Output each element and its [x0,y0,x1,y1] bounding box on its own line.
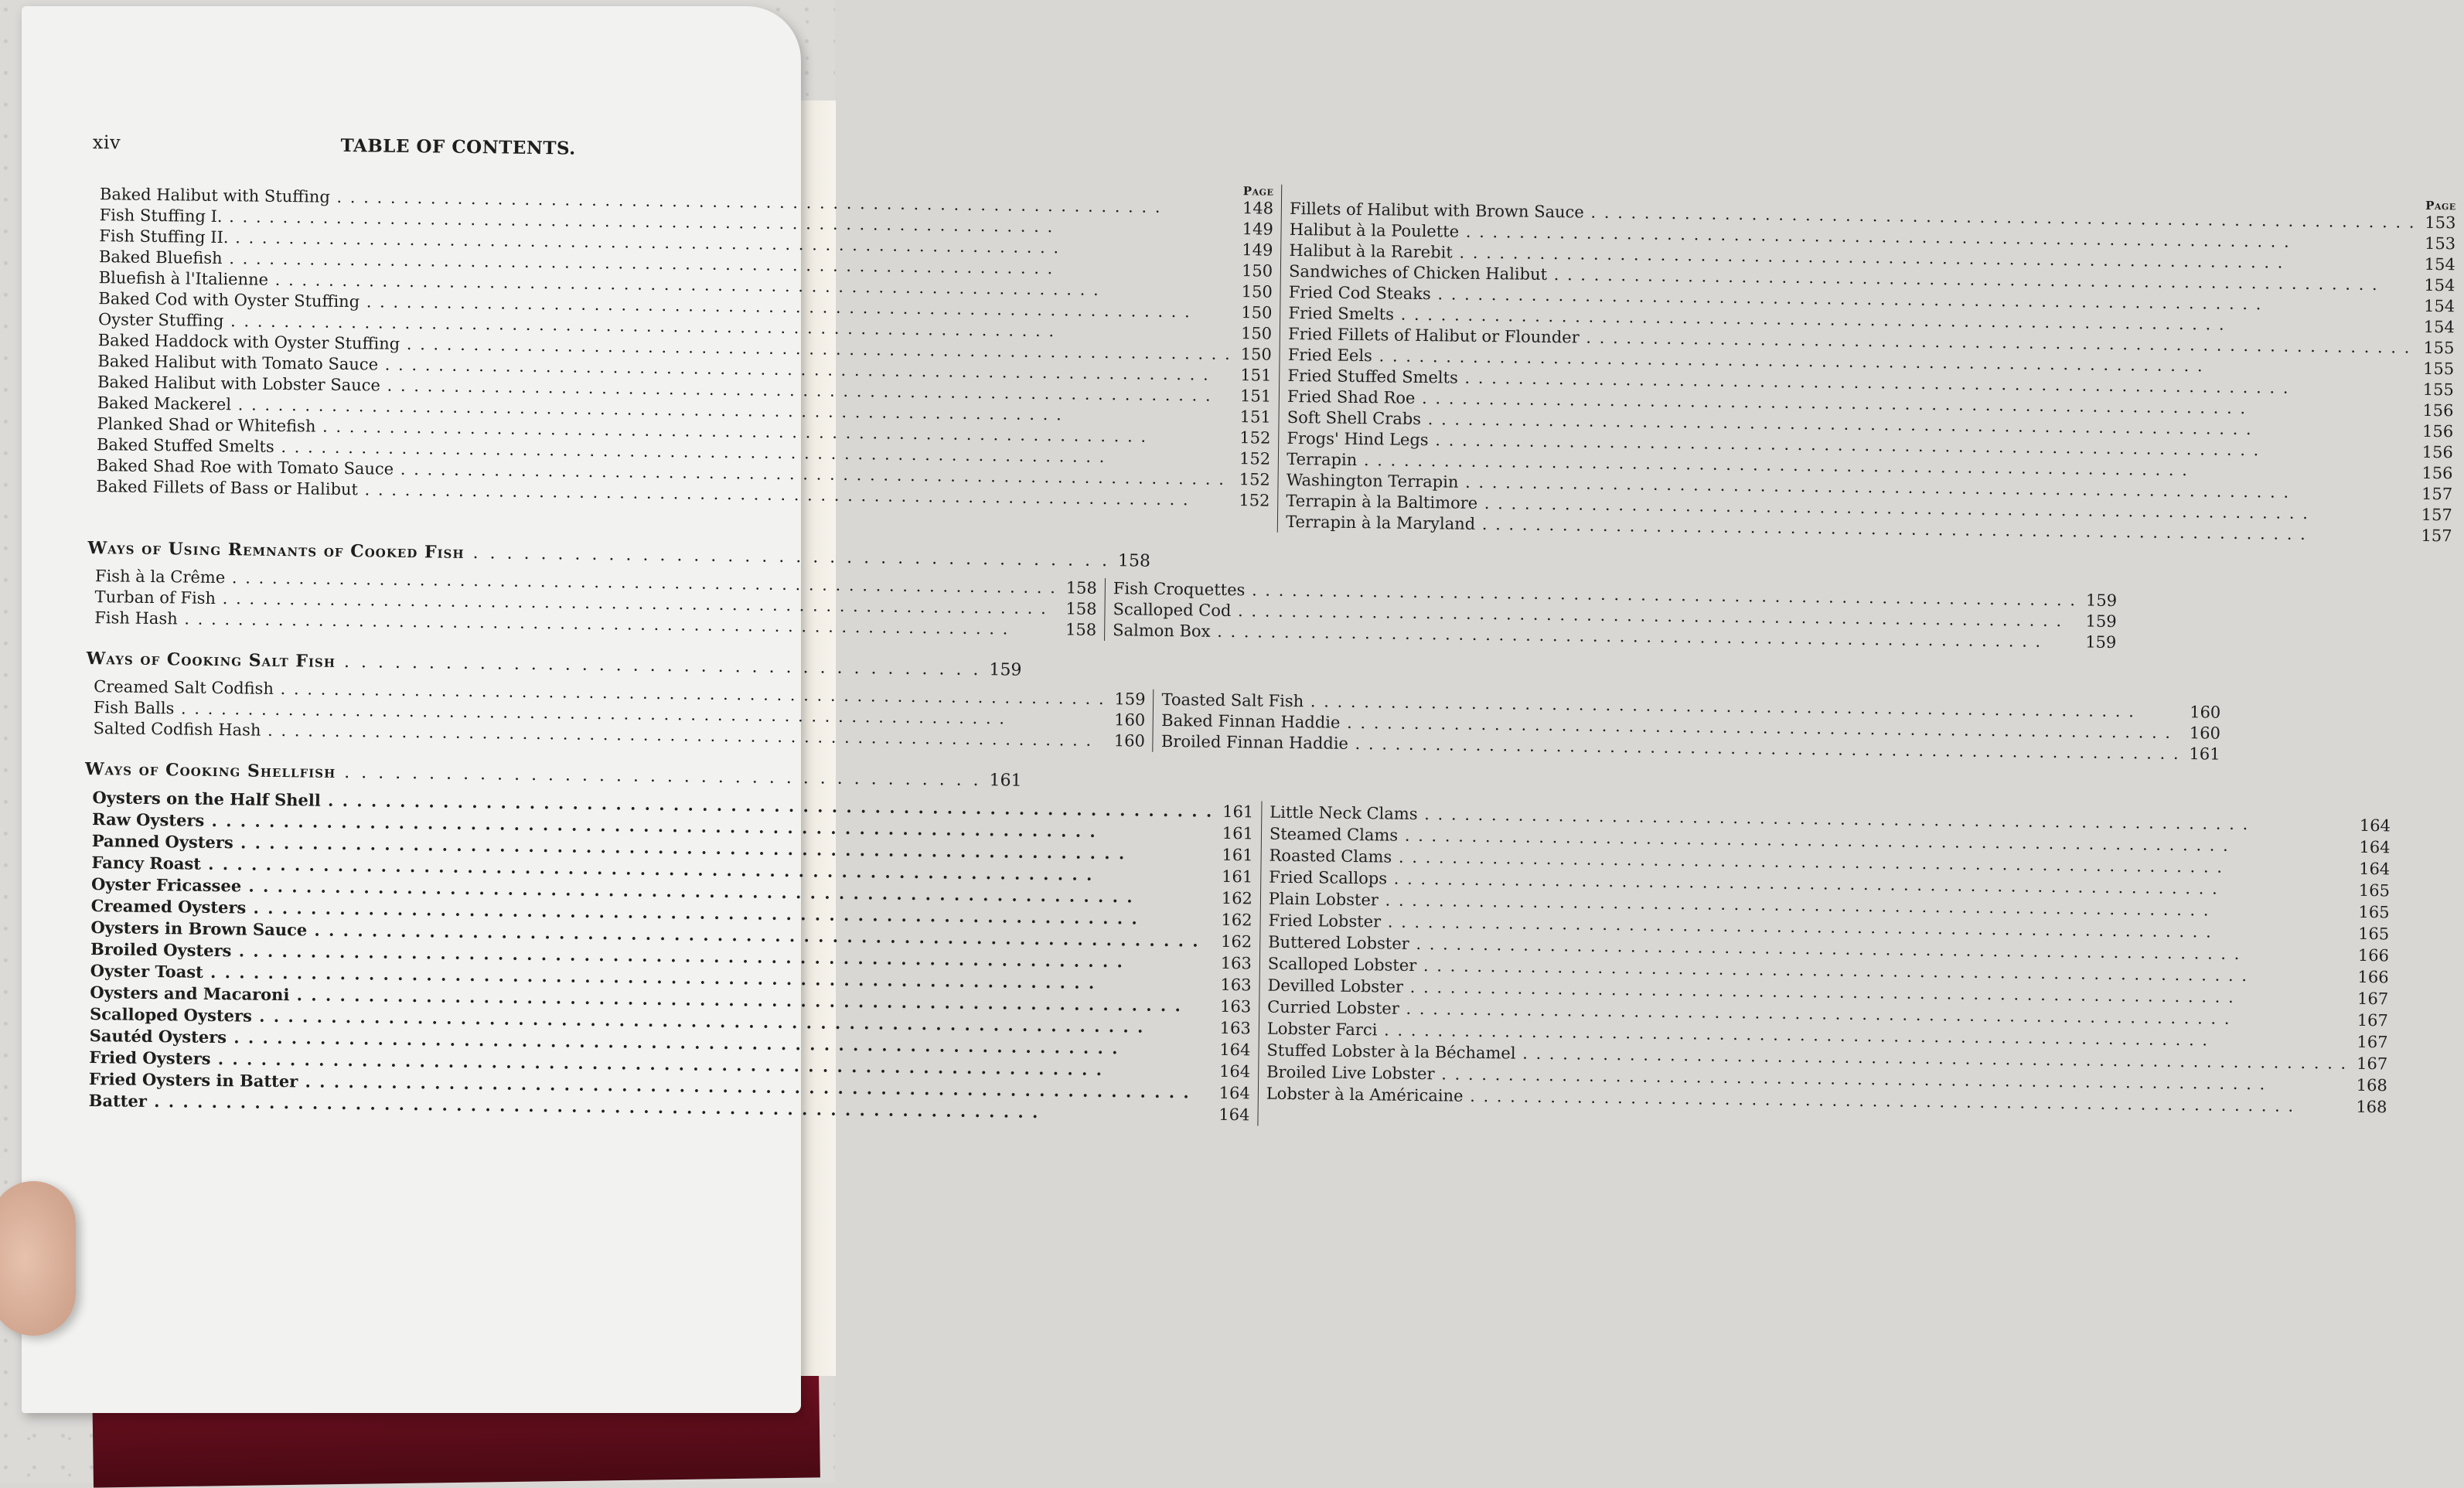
toc-entry-title: Curried Lobster . . . [1267,996,2348,1031]
toc-entry-page: 159 [1114,690,1146,709]
section-title: Ways of Cooking Shellfish . . . [85,759,982,790]
shellfish-right-column [1258,802,2398,1140]
toc-entry-page: 166 [2357,945,2390,965]
toc-entry-title: Salmon Box . . . [1113,620,2076,652]
toc-entry-page: 168 [2356,1097,2387,1117]
toc-entry-title: Toasted Salt Fish . . . [1161,690,2180,723]
toc-entry-title: Oyster Toast . . . [90,960,1212,996]
toc-entry-title: Fried Fillets of Halibut or Flounder . . . [1288,324,2415,359]
toc-entry-page: 161 [1222,802,1254,822]
toc-entry-page: 151 [1239,386,1272,406]
toc-list [93,676,1145,752]
toc-entry-title: Frogs' Hind Legs . . . [1287,428,2413,463]
toc-entry-title: Little Neck Clams . . . [1269,802,2350,836]
toc-entry-title: Oysters in Brown Sauce . . . [90,917,1212,952]
toc-entry-page: 162 [1221,888,1253,908]
toc-entry-page: 150 [1241,282,1273,301]
section-heading-salt-fish [86,648,1022,680]
toc-entry-title: Fancy Roast . . . [91,852,1212,887]
salt-fish-left-column [85,676,1154,752]
toc-entry-title: Fried Shad Roe . . . [1287,386,2414,421]
remnants-block [87,566,2118,652]
toc-entry-page: 165 [2358,902,2390,922]
toc-entry-page: 152 [1239,449,1271,468]
toc-entry-page: 164 [1218,1061,1251,1081]
toc-entry-page: 160 [1113,731,1146,751]
toc-entry-title: Soft Shell Crabs . . . [1287,407,2414,442]
toc-entry-title: Halibut à la Rarebit . . . [1289,240,2415,275]
toc-entry-title: Baked Mackerel . . . [97,393,1231,427]
page-column-label: Page [2425,198,2456,213]
toc-entry-page: 163 [1219,1018,1251,1038]
toc-entry-page: 158 [1065,599,1097,618]
toc-entry-title: Lobster Farci . . . [1267,1018,2348,1053]
toc-entry-page: 151 [1240,366,1272,385]
section-heading-shellfish [84,758,1022,791]
toc-entry-title: Baked Halibut with Stuffing . . . [100,184,1233,219]
toc-entry-page: 160 [1114,710,1146,730]
toc-entry-page: 150 [1241,261,1273,281]
toc-entry-title: Baked Haddock with Oyster Stuffing . . . [98,330,1232,365]
toc-entry-page: 166 [2357,967,2389,987]
toc-entry-page: 148 [1242,199,1274,218]
toc-entry-title: Fish Stuffing I. . . . [100,205,1233,240]
toc-entry-page: 150 [1240,324,1273,343]
toc-entry-title: Fried Smelts . . . [1288,303,2415,338]
toc-entry-page: 157 [2421,526,2452,546]
toc-entry-title: Panned Oysters . . . [92,830,1213,866]
toc-entry-page: 164 [1218,1083,1250,1103]
toc-list [94,566,1097,641]
toc-list [1113,578,2117,653]
remnants-left-column [87,566,1106,641]
toc-entry-page: 155 [2422,359,2455,379]
toc-entry-page: 165 [2358,924,2390,944]
toc-entry-page: 167 [2356,1054,2388,1074]
toc-entry-page: 158 [1065,578,1098,598]
toc-entry-page: 154 [2424,275,2455,295]
toc-entry-page: 149 [1242,240,1273,260]
toc-entry-page: 154 [2423,317,2455,337]
toc-entry-title: Fish Balls . . . [94,697,1106,730]
toc-entry-title: Terrapin à la Baltimore . . . [1286,491,2412,526]
toc-entry-page: 150 [1241,303,1273,322]
toc-entry-title: Baked Finnan Haddie . . . [1161,710,2180,744]
toc-entry-title: Fried Lobster . . . [1268,910,2349,945]
toc-list [1161,690,2221,765]
toc-entry-page: 164 [2359,837,2391,857]
toc-entry-page: 150 [1240,345,1272,364]
toc-entry-title: Fried Oysters in Batter . . . [89,1068,1210,1104]
toc-entry-page: 162 [1221,910,1252,930]
section-title: Ways of Using Remnants of Cooked Fish . . . [87,538,1110,570]
toc-entry-title: Fried Eels . . . [1288,345,2415,380]
shellfish-block [81,787,2391,1125]
toc-entry-title: Terrapin à la Maryland . . . [1286,512,2412,547]
toc-entry-page: 163 [1219,996,1252,1016]
toc-entry-page: 165 [2358,880,2391,901]
toc-entry-page: 153 [2425,213,2456,233]
toc-entry-page: 154 [2423,296,2455,316]
toc-entry-page: 155 [2423,338,2455,358]
toc-entry-page: 157 [2421,505,2452,525]
toc-entry-page: 163 [1220,975,1252,995]
toc-entry-page: 160 [2190,703,2221,722]
toc-entry-page: 158 [1065,620,1097,639]
toc-entry-page: 163 [1220,953,1252,973]
toc-entry-title: Sautéd Oysters . . . [90,1025,1211,1061]
toc-entry-title: Baked Cod with Oyster Stuffing . . . [98,288,1232,323]
shellfish-left-column [81,787,1263,1126]
toc-entry-page: 153 [2424,233,2456,254]
section-title: Ways of Cooking Salt Fish . . . [87,649,982,679]
toc-entry-page: 156 [2421,442,2453,462]
toc-entry-page: 159 [2085,611,2117,632]
toc-entry-title: Fried Cod Steaks . . . [1289,282,2415,317]
toc-entry-page: 156 [2421,463,2453,483]
toc-entry-title: Oyster Fricassee . . . [91,873,1212,909]
toc-entry-page: 167 [2357,1032,2388,1052]
toc-entry-title: Planked Shad or Whitefish . . . [97,414,1230,448]
toc-entry-title: Fish Croquettes . . . [1113,578,2077,611]
toc-entry-title: Bluefish à l'Italienne . . . [99,267,1232,302]
toc-list [96,184,1273,512]
toc-entry-page: 164 [2359,816,2391,836]
toc-entry-title: Halibut à la Poulette . . . [1290,220,2416,254]
salt-fish-right-column [1154,690,2229,765]
thumb [0,1181,76,1336]
toc-entry-title: Oyster Stuffing . . . [98,309,1232,344]
toc-entry-page: 168 [2356,1075,2387,1095]
toc-entry-title: Baked Shad Roe with Tomato Sauce . . . [97,455,1230,490]
toc-entry-page: 154 [2424,254,2455,274]
toc-entry-title: Terrapin . . . [1287,449,2413,484]
toc-entry-title: Raw Oysters . . . [92,809,1213,844]
toc-entry-title: Creamed Oysters . . . [91,895,1212,931]
toc-entry-page: 157 [2421,484,2453,504]
toc-entry-title: Creamed Salt Codfish . . . [94,676,1106,710]
page-column-label: Page [1242,184,1274,199]
toc-entry-title: Plain Lobster . . . [1269,888,2350,923]
toc-entry-title: Scalloped Lobster . . . [1268,953,2349,988]
toc-entry-title: Salted Codfish Hash . . . [93,718,1105,751]
fish-right-column [1278,185,2464,547]
toc-entry-title: Baked Halibut with Tomato Sauce . . . [97,351,1231,386]
toc-entry-title: Fish Stuffing II. . . . [99,226,1232,260]
toc-entry-page: 152 [1239,491,1270,510]
section-page: 158 [1117,551,1151,571]
toc-entry-page: 164 [1218,1105,1250,1125]
toc-entry-page: 161 [1221,867,1253,887]
toc-entry-title: Stuffed Lobster à la Béchamel . . . [1266,1040,2347,1074]
toc-entry-title: Fish Hash . . . [94,608,1056,640]
toc-entry-title: Steamed Clams . . . [1269,823,2350,858]
page-title: TABLE OF CONTENTS. [340,134,576,159]
toc-entry-page: 159 [2085,591,2118,611]
toc-entry-title: Broiled Live Lobster . . . [1266,1061,2347,1096]
toc-entry-page: 167 [2357,989,2389,1009]
toc-entry-title: Washington Terrapin . . . [1287,470,2413,505]
toc-entry-page: 162 [1220,931,1252,952]
toc-entry-page: 160 [2189,724,2221,743]
toc-entry-title: Fried Stuffed Smelts . . . [1287,366,2414,400]
toc-entry-title: Fish à la Crême . . . [95,566,1057,598]
toc-entry-title: Baked Bluefish . . . [99,247,1232,281]
toc-entry-page: 152 [1239,470,1270,489]
toc-list [1286,199,2456,547]
section-page: 159 [989,660,1022,680]
toc-entry-page: 167 [2357,1010,2389,1030]
toc-entry-page: 151 [1239,407,1271,427]
toc-entry-title: Baked Stuffed Smelts . . . [97,434,1230,469]
fish-left-column [88,170,1283,533]
salt-fish-block [85,676,2221,764]
toc-entry-title: Sandwiches of Chicken Halibut . . . [1289,261,2415,296]
toc-entry-title: Turban of Fish . . . [94,587,1056,619]
toc-entry-title: Oysters on the Half Shell . . . [92,787,1213,822]
toc-entry-title: Broiled Oysters . . . [90,938,1212,974]
toc-entry-title: Devilled Lobster . . . [1267,975,2348,1010]
toc-entry-title: Broiled Finnan Haddie . . . [1161,731,2180,764]
toc-entry-page: 152 [1239,428,1271,448]
toc-entry-page: 164 [2359,859,2391,879]
toc-entry-page: 156 [2421,421,2454,441]
toc-entry-title: Fillets of Halibut with Brown Sauce . . . [1290,199,2416,233]
section-heading-remnants [87,537,1151,571]
toc-entry-page: 164 [1219,1040,1251,1060]
toc-entry-title: Batter . . . [89,1090,1210,1125]
toc-entry-title: Lobster à la Américaine . . . [1266,1083,2347,1118]
toc-entry-page: 149 [1242,220,1273,239]
toc-list [89,787,1254,1125]
toc-list [1266,802,2391,1119]
toc-entry-page: 161 [2189,744,2220,764]
toc-entry-title: Baked Fillets of Bass or Halibut . . . [96,476,1229,511]
toc-entry-title: Buttered Lobster . . . [1268,931,2349,966]
toc-entry-title: Baked Halibut with Lobster Sauce . . . [97,372,1231,407]
remnants-right-column [1105,578,2125,653]
toc-entry-page: 156 [2422,400,2454,421]
page-number: xiv [92,131,121,154]
toc-entry-title: Roasted Clams . . . [1269,845,2350,880]
fish-block [88,170,2456,546]
toc-entry-page: 159 [2085,632,2117,652]
table-of-contents [81,131,2456,1125]
toc-entry-page: 155 [2422,380,2454,400]
section-page: 161 [989,771,1022,791]
toc-entry-page: 161 [1222,823,1254,843]
toc-entry-title: Fried Scallops . . . [1269,867,2350,901]
toc-entry-title: Oysters and Macaroni . . . [90,982,1211,1017]
toc-entry-title: Scalloped Cod . . . [1113,599,2076,632]
toc-entry-page: 161 [1222,845,1253,865]
toc-entry-title: Scalloped Oysters . . . [90,1003,1211,1039]
toc-entry-title: Fried Oysters . . . [89,1047,1210,1082]
